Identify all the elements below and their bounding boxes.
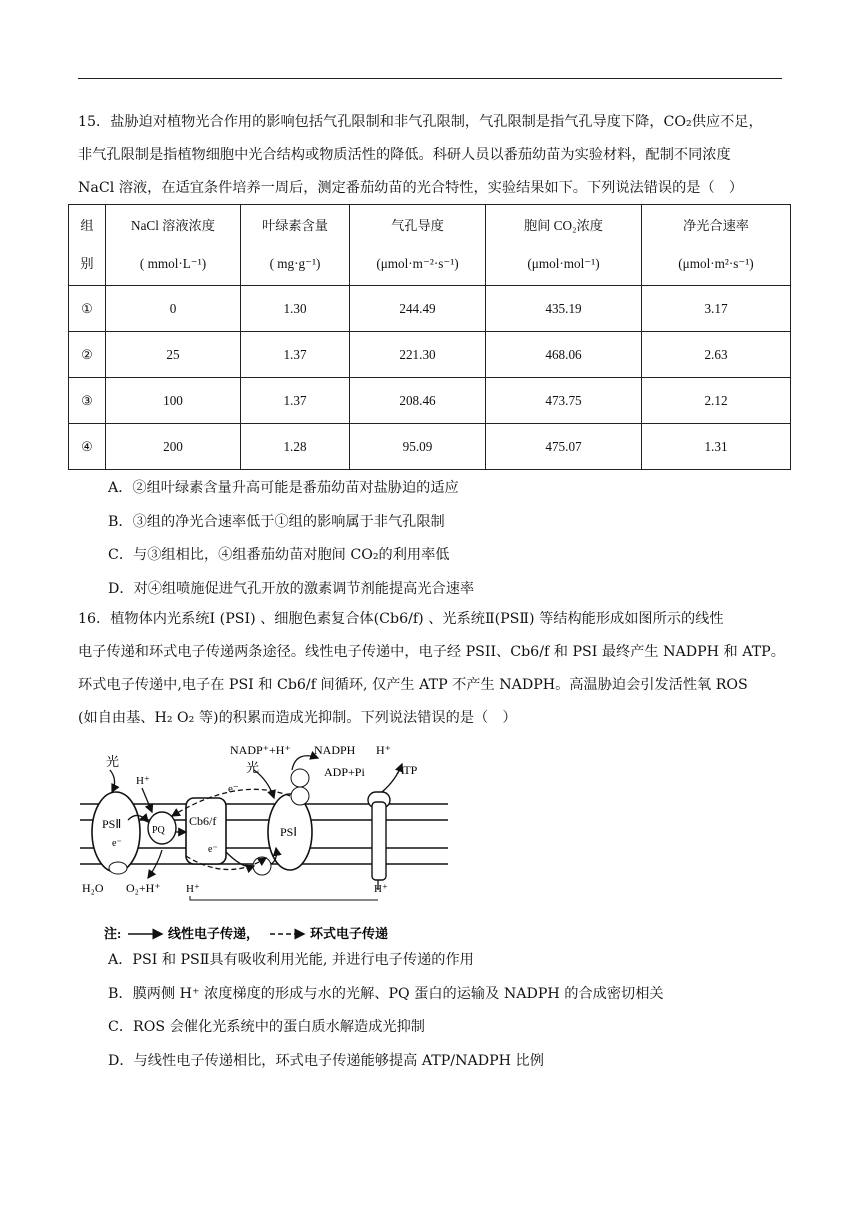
q15-line: NaCl 溶液，在适宜条件培养一周后，测定番茄幼苗的光合特性，实验结果如下。下列说法错误的是（ ） bbox=[78, 180, 744, 196]
q15-line: 非气孔限制是指植物细胞中光合结构或物质活性的降低。科研人员以番茄幼苗为实验材料，配制不同浓度 bbox=[78, 147, 731, 163]
header-unit: 别 bbox=[80, 256, 94, 271]
water-split-site bbox=[109, 862, 127, 874]
q15-data-table bbox=[68, 204, 791, 470]
q15-line: 15．盐胁迫对植物光合作用的影响包括气孔限制和非气孔限制，气孔限制是指气孔导度下降，CO₂供应不足， bbox=[78, 114, 763, 130]
table-cell: 221.30 bbox=[350, 332, 486, 378]
table-cell: 435.19 bbox=[486, 286, 642, 332]
header-cell bbox=[486, 205, 642, 286]
header-name: 气孔导度 bbox=[391, 218, 444, 233]
q16-line: 环式电子传递中,电子在 PSI 和 Cb6/f 间循环, 仅产生 ATP 不产生 NADPH。高温胁迫会引发活性氧 ROS bbox=[78, 677, 748, 693]
table-cell: 1.37 bbox=[241, 378, 350, 424]
table-header-row bbox=[69, 205, 791, 286]
table-cell: ③ bbox=[69, 378, 106, 424]
e-top-label: e⁻ bbox=[228, 783, 239, 795]
table-cell: 0 bbox=[106, 286, 241, 332]
fd-carrier bbox=[291, 787, 309, 805]
nadp-label: NADP⁺+H⁺ bbox=[230, 743, 291, 757]
q16-stem bbox=[78, 603, 785, 735]
header-name: 净光合速率 bbox=[683, 218, 749, 233]
cb6f-complex bbox=[186, 798, 226, 864]
q15-option-b[interactable]: B．③组的净光合速率低于①组的影响属于非气孔限制 bbox=[108, 514, 445, 530]
table-cell: 25 bbox=[106, 332, 241, 378]
q16-option-c[interactable]: C．ROS 会催化光系统中的蛋白质水解造成光抑制 bbox=[108, 1019, 425, 1035]
q15-option-a[interactable]: A．②组叶绿素含量升高可能是番茄幼苗对盐胁迫的适应 bbox=[108, 480, 459, 496]
o2-label: O₂+H⁺ bbox=[126, 881, 161, 895]
header-unit: (μmol·m²·s⁻¹) bbox=[678, 256, 754, 271]
cb6f-label: Cb6/f bbox=[189, 814, 217, 828]
table-cell: 1.31 bbox=[642, 424, 791, 470]
note-cyclic: 环式电子传递 bbox=[310, 926, 389, 941]
q16-line: 16．植物体内光系统Ⅰ (PSⅠ) 、细胞色素复合体(Cb6/f) 、光系统Ⅱ(PSⅡ) 等结构能形成如图所示的线性 bbox=[78, 611, 724, 627]
header-name: NaCl 溶液浓度 bbox=[131, 218, 215, 233]
table-cell: 208.46 bbox=[350, 378, 486, 424]
q15-option-c[interactable]: C．与③组相比，④组番茄幼苗对胞间 CO₂的利用率低 bbox=[108, 547, 450, 563]
table-row bbox=[69, 332, 791, 378]
header-unit: (μmol·m⁻²·s⁻¹) bbox=[376, 256, 459, 271]
table-cell: 1.28 bbox=[241, 424, 350, 470]
table-cell: 3.17 bbox=[642, 286, 791, 332]
table-cell: ① bbox=[69, 286, 106, 332]
table-row bbox=[69, 424, 791, 470]
table-cell: 2.63 bbox=[642, 332, 791, 378]
e-cb-label: e⁻ bbox=[208, 844, 218, 855]
h2o-label: H₂O bbox=[82, 881, 104, 895]
q15-stem bbox=[78, 106, 782, 205]
ps2-complex bbox=[92, 792, 140, 872]
q16-option-b[interactable]: B．膜两侧 H⁺ 浓度梯度的形成与水的光解、PQ 蛋白的运输及 NADPH 的合成密切相关 bbox=[108, 986, 664, 1002]
table-cell: 1.37 bbox=[241, 332, 350, 378]
header-cell bbox=[241, 205, 350, 286]
table-cell: 200 bbox=[106, 424, 241, 470]
proton-gradient-line bbox=[190, 896, 378, 900]
light-arrow bbox=[110, 770, 115, 792]
header-unit: ( mg·g⁻¹) bbox=[269, 256, 321, 271]
header-unit: (μmol·mol⁻¹) bbox=[527, 256, 600, 271]
table-cell: 2.12 bbox=[642, 378, 791, 424]
table-cell: 468.06 bbox=[486, 332, 642, 378]
header-name: 叶绿素含量 bbox=[262, 218, 328, 233]
electron-transport-diagram bbox=[78, 740, 458, 946]
table-cell: 100 bbox=[106, 378, 241, 424]
table-cell: ② bbox=[69, 332, 106, 378]
h-plus-label: H⁺ bbox=[374, 883, 388, 895]
q16-option-d[interactable]: D．与线性电子传递相比，环式电子传递能够提高 ATP/NADPH 比例 bbox=[108, 1053, 544, 1069]
table-cell: 244.49 bbox=[350, 286, 486, 332]
adp-label: ADP+Pi bbox=[324, 765, 365, 779]
atp-label: ATP bbox=[396, 763, 418, 777]
header-rule bbox=[78, 78, 782, 79]
q15-option-d[interactable]: D．对④组喷施促进气孔开放的激素调节剂能提高光合速率 bbox=[108, 581, 475, 597]
light-label: 光 bbox=[106, 754, 120, 769]
header-name: 胞间 CO₂浓度 bbox=[524, 218, 603, 233]
header-cell bbox=[350, 205, 486, 286]
table-cell: 473.75 bbox=[486, 378, 642, 424]
table-row bbox=[69, 378, 791, 424]
q16-line: 电子传递和环式电子传递两条途径。线性电子传递中，电子经 PSII、Cb6/f 和 PSI 最终产生 NADPH 和 ATP。 bbox=[78, 644, 785, 660]
h-plus-label: H⁺ bbox=[186, 883, 200, 895]
q16-option-a[interactable]: A．PSI 和 PSⅡ具有吸收利用光能, 并进行电子传递的作用 bbox=[108, 952, 474, 968]
header-cell bbox=[642, 205, 791, 286]
nadph-arrow bbox=[292, 756, 318, 770]
pq-label: PQ bbox=[152, 825, 165, 836]
header-name: 组 bbox=[80, 218, 94, 233]
e-ps2-label: e⁻ bbox=[112, 838, 122, 849]
ps1-label: PSⅠ bbox=[280, 825, 297, 839]
fnr-enzyme bbox=[291, 769, 309, 787]
atp-synthase-channel bbox=[372, 802, 386, 880]
table-cell: 1.30 bbox=[241, 286, 350, 332]
table-cell: 475.07 bbox=[486, 424, 642, 470]
note-prefix: 注: bbox=[104, 926, 122, 941]
proton-arrow bbox=[142, 788, 152, 812]
table-row bbox=[69, 286, 791, 332]
h-plus-label: H⁺ bbox=[376, 743, 391, 757]
nadph-label: NADPH bbox=[314, 743, 356, 757]
table-cell: 95.09 bbox=[350, 424, 486, 470]
note-linear: 线性电子传递， bbox=[168, 926, 260, 941]
header-cell bbox=[106, 205, 241, 286]
ps2-label: PSⅡ bbox=[102, 817, 122, 831]
table-cell: ④ bbox=[69, 424, 106, 470]
header-unit: ( mmol·L⁻¹) bbox=[139, 256, 207, 271]
q16-line: (如自由基、H₂ O₂ 等)的积累而造成光抑制。下列说法错误的是（ ） bbox=[78, 710, 517, 726]
light-label: 光 bbox=[246, 760, 260, 775]
header-cell bbox=[69, 205, 106, 286]
h-plus-label: H⁺ bbox=[136, 775, 150, 787]
